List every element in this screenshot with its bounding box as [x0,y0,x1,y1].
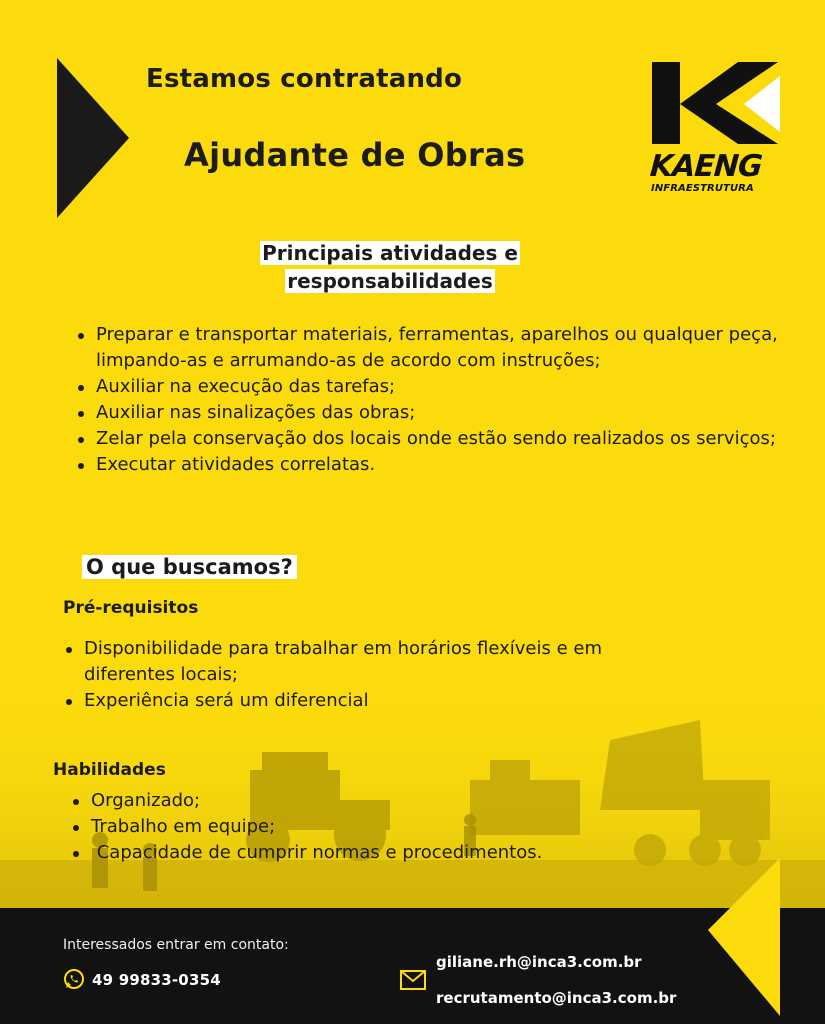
prerequisites-title: Pré-requisitos [63,598,199,618]
list-item: Auxiliar nas sinalizações das obras; [78,400,798,426]
search-heading-text: O que buscamos? [82,555,297,579]
skills-title: Habilidades [53,760,166,780]
list-item: Auxiliar na execução das tarefas; [78,374,798,400]
prerequisites-list [66,636,686,714]
activities-list [78,322,798,478]
mail-icon [400,970,426,990]
logo-name: KAENG [648,149,763,184]
list-item: Executar atividades correlatas. [78,452,798,478]
email-link-recrutamento[interactable]: recrutamento@inca3.com.br [436,989,677,1007]
activities-heading [240,239,540,295]
activities-heading-line1: Principais atividades e [262,241,518,265]
list-item: Preparar e transportar materiais, ferramentas, aparelhos ou qualquer peça, limpando-as e arrumando-as de acordo com instruções; [78,322,798,374]
email-link-giliane[interactable]: giliane.rh@inca3.com.br [436,953,642,971]
contact-label: Interessados entrar em contato: [63,937,289,953]
job-title: Ajudante de Obras [184,136,526,174]
list-item: Capacidade de cumprir normas e procedimentos. [73,840,673,866]
list-item: Organizado; [73,788,673,814]
footer [0,908,825,1024]
list-item: Experiência será um diferencial [66,688,686,714]
skills-list [73,788,673,866]
phone-number[interactable]: 49 99833-0354 [92,971,221,989]
list-item: Zelar pela conservação dos locais onde estão sendo realizados os serviços; [78,426,798,452]
logo-tagline: INFRAESTRUTURA [651,183,754,194]
activities-heading-line2: responsabilidades [287,269,493,293]
list-item: Disponibilidade para trabalhar em horários flexíveis e em diferentes locais; [66,636,686,688]
whatsapp-icon [63,968,85,990]
search-heading [82,555,297,580]
list-item: Trabalho em equipe; [73,814,673,840]
kaeng-logo-mark [646,58,786,148]
hiring-subtitle: Estamos contratando [146,64,463,94]
decorative-triangle-left [57,58,129,218]
decorative-triangle-footer [708,858,780,1016]
